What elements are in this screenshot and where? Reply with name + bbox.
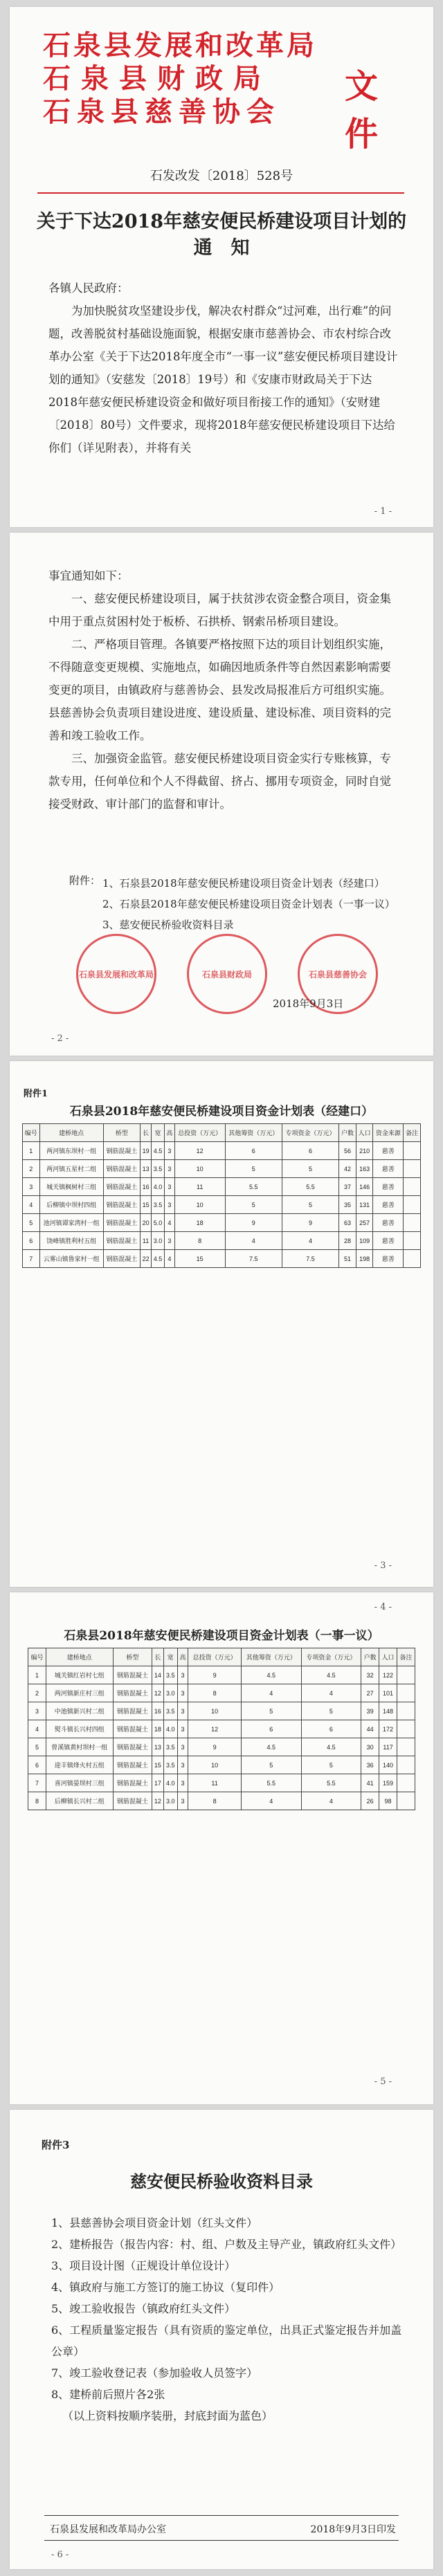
- t1-h: 建桥地点: [39, 1124, 103, 1142]
- t1-cell: 15: [174, 1250, 225, 1268]
- t2-row: [28, 1792, 415, 1810]
- t1-cell: 3.5: [152, 1160, 165, 1178]
- t2-cell: 8: [28, 1792, 46, 1810]
- t1-h: 总投资（万元）: [174, 1124, 225, 1142]
- t1-cell: 109: [356, 1232, 373, 1250]
- t1-cell: 5: [23, 1214, 40, 1232]
- t2-cell: 3.5: [163, 1702, 177, 1720]
- t1-cell: 1: [23, 1142, 40, 1160]
- t2-cell: 3: [177, 1720, 188, 1738]
- page-2: [10, 533, 433, 1056]
- t2-cell: 3: [177, 1666, 188, 1684]
- t2-cell: 5: [301, 1756, 361, 1774]
- t1-row: [23, 1232, 421, 1250]
- t2-cell: 两河镇新庄村三组: [46, 1684, 113, 1702]
- t2-cell: 3.5: [163, 1666, 177, 1684]
- t1-cell: 钢筋混凝土: [103, 1250, 140, 1268]
- t2-cell: 钢筋混凝土: [113, 1684, 152, 1702]
- t1-cell: 6: [23, 1232, 40, 1250]
- t2-cell: 36: [361, 1756, 379, 1774]
- t1-cell: 钢筋混凝土: [103, 1178, 140, 1196]
- title-line-1: 关于下达2018年慈安便民桥建设项目计划的: [36, 211, 407, 232]
- t1-cell: [404, 1178, 421, 1196]
- t2-cell: 172: [379, 1720, 397, 1738]
- t1-h: 长: [141, 1124, 152, 1142]
- t1-h: 编号: [23, 1124, 40, 1142]
- t1-cell: 6: [282, 1142, 338, 1160]
- t2-cell: 3.5: [163, 1738, 177, 1756]
- t2-cell: 3: [177, 1684, 188, 1702]
- t1-cell: 5: [282, 1196, 338, 1214]
- t2-cell: 32: [361, 1666, 379, 1684]
- t1-cell: 146: [356, 1178, 373, 1196]
- table-2-title: 石泉县2018年慈安便民桥建设项目资金计划表（一事一议）: [64, 1629, 379, 1643]
- red-divider: [37, 192, 404, 194]
- t1-cell: 8: [174, 1232, 225, 1250]
- t1-cell: 4: [23, 1196, 40, 1214]
- t1-cell: 16: [141, 1178, 152, 1196]
- t2-cell: 98: [379, 1792, 397, 1810]
- t1-cell: 5.5: [225, 1178, 282, 1196]
- t1-cell: 22: [141, 1250, 152, 1268]
- t2-cell: 159: [379, 1774, 397, 1792]
- t2-cell: [397, 1684, 415, 1702]
- t1-h: 户数: [339, 1124, 356, 1142]
- t2-h: 长: [152, 1648, 163, 1666]
- t1-cell: 3: [164, 1160, 174, 1178]
- t1-cell: 4: [282, 1232, 338, 1250]
- table-2-header: [28, 1648, 415, 1666]
- page-1: [10, 7, 433, 527]
- t1-cell: 4.5: [152, 1250, 165, 1268]
- t2-cell: 钢筋混凝土: [113, 1702, 152, 1720]
- t1-h: 宽: [152, 1124, 165, 1142]
- t2-cell: 3: [177, 1702, 188, 1720]
- paragraph-1: 为加快脱贫攻坚建设步伐，解决农村群众“过河难，出行难”的问题，改善脱贫村基础设施面貌，根据安康市慈善协会、市农村综合改革办公室《关于下达2018年度全市“一事一议”慈安便民桥项目建设计划的通知》（安慈发〔2018〕19号）和《安康市财政局关于下达2018年慈安便民桥建设资金和做好项目衔接工作的通知》（安财建〔2018〕80号）文件要求，现将2018年慈安便民桥建设项目下达给你们（详见附表），并将有关: [48, 304, 398, 454]
- t2-cell: 148: [379, 1702, 397, 1720]
- footer-rule-bottom: [44, 2540, 399, 2541]
- paragraph-2-lead: 事宜通知如下：: [48, 569, 129, 582]
- t2-cell: 4: [241, 1792, 301, 1810]
- letterhead-org-1: 石泉县发展和改革局: [43, 29, 317, 62]
- t1-cell: 10: [174, 1160, 225, 1178]
- attachment-2: 2、石泉县2018年慈安便民桥建设项目资金计划表（一事一议）: [102, 898, 395, 910]
- t2-row: [28, 1720, 415, 1738]
- t2-cell: 5.5: [301, 1774, 361, 1792]
- checklist-title: 慈安便民桥验收资料目录: [130, 2171, 313, 2191]
- t1-cell: 两河镇东坝村一组: [39, 1142, 103, 1160]
- t2-cell: 27: [361, 1684, 379, 1702]
- t2-cell: 12: [152, 1684, 163, 1702]
- t1-cell: 42: [339, 1160, 356, 1178]
- t2-cell: [397, 1702, 415, 1720]
- checklist-item: 5、竣工验收报告（镇政府红头文件）: [51, 2302, 236, 2315]
- t2-cell: 曾溪镇黄村坝村一组: [46, 1738, 113, 1756]
- checklist-item: 6、工程质量鉴定报告（具有资质的鉴定单位，出具正式鉴定报告并加盖公章）: [51, 2324, 402, 2358]
- t2-cell: 1: [28, 1666, 46, 1684]
- t2-cell: 101: [379, 1684, 397, 1702]
- t2-cell: 钢筋混凝土: [113, 1666, 152, 1684]
- t2-cell: 4: [28, 1720, 46, 1738]
- attachment-1: 1、石泉县2018年慈安便民桥建设项目资金计划表（经建口）: [102, 877, 385, 890]
- t1-cell: 3: [164, 1142, 174, 1160]
- t2-h: 编号: [28, 1648, 46, 1666]
- t2-cell: 5: [241, 1702, 301, 1720]
- t2-row: [28, 1738, 415, 1756]
- body-text-2: [48, 564, 399, 816]
- t1-cell: 城关镇枫树村三组: [39, 1178, 103, 1196]
- t2-cell: 4: [301, 1684, 361, 1702]
- document-title: [10, 209, 433, 261]
- page-5: [10, 2110, 433, 2569]
- t1-cell: 18: [174, 1214, 225, 1232]
- t2-cell: 4.0: [163, 1774, 177, 1792]
- t1-cell: 3: [164, 1232, 174, 1250]
- t2-cell: 3.0: [163, 1792, 177, 1810]
- t1-cell: 131: [356, 1196, 373, 1214]
- attachments-list: [102, 873, 400, 935]
- t1-row: [23, 1214, 421, 1232]
- t2-cell: 钢筋混凝土: [113, 1792, 152, 1810]
- t2-cell: 8: [188, 1792, 242, 1810]
- t2-cell: 6: [301, 1720, 361, 1738]
- body-text-1: [48, 277, 399, 459]
- t2-cell: 15: [152, 1756, 163, 1774]
- t2-cell: 3: [177, 1756, 188, 1774]
- t2-cell: 6: [241, 1720, 301, 1738]
- t2-cell: 30: [361, 1738, 379, 1756]
- document-number: 石发改发〔2018〕528号: [150, 169, 293, 183]
- t1-h: 桥型: [103, 1124, 140, 1142]
- t2-cell: 9: [188, 1666, 242, 1684]
- t1-cell: [404, 1160, 421, 1178]
- t2-cell: 12: [152, 1792, 163, 1810]
- letterhead: [43, 29, 403, 154]
- t1-cell: 37: [339, 1178, 356, 1196]
- t1-cell: 4: [225, 1232, 282, 1250]
- t1-h: 人口: [356, 1124, 373, 1142]
- sign-date: 2018年9月3日: [273, 997, 344, 1010]
- t2-h: 专项资金（万元）: [301, 1648, 361, 1666]
- t1-cell: 257: [356, 1214, 373, 1232]
- t1-row: [23, 1160, 421, 1178]
- t2-cell: 钢筋混凝土: [113, 1756, 152, 1774]
- t1-cell: 28: [339, 1232, 356, 1250]
- t2-cell: 10: [188, 1756, 242, 1774]
- t1-cell: 5: [225, 1196, 282, 1214]
- t1-cell: 后柳镇中坝村四组: [39, 1196, 103, 1214]
- t1-cell: 163: [356, 1160, 373, 1178]
- t1-cell: 4.0: [152, 1178, 165, 1196]
- t2-row: [28, 1702, 415, 1720]
- t2-cell: 3: [177, 1738, 188, 1756]
- t1-h: 高: [164, 1124, 174, 1142]
- t1-cell: 63: [339, 1214, 356, 1232]
- t2-cell: 5: [301, 1702, 361, 1720]
- t1-cell: [404, 1196, 421, 1214]
- t1-cell: 3.0: [152, 1232, 165, 1250]
- t1-cell: 钢筋混凝土: [103, 1196, 140, 1214]
- t2-cell: 17: [152, 1774, 163, 1792]
- t1-cell: 11: [141, 1232, 152, 1250]
- t1-cell: 12: [174, 1142, 225, 1160]
- t1-cell: 3: [164, 1196, 174, 1214]
- t1-cell: 7: [23, 1250, 40, 1268]
- t1-cell: 4: [164, 1250, 174, 1268]
- item-1: 一、慈安便民桥建设项目，属于扶贫涉农资金整合项目，资金集中用于重点贫困村处于板桥、石拱桥、钢索吊桥项目建设。: [48, 592, 391, 628]
- t2-cell: 6: [28, 1756, 46, 1774]
- t2-cell: [397, 1792, 415, 1810]
- t1-cell: 5.5: [282, 1178, 338, 1196]
- t2-h: 其他筹资（万元）: [241, 1648, 301, 1666]
- t1-cell: 慈善: [373, 1142, 404, 1160]
- t1-cell: 钢筋混凝土: [103, 1214, 140, 1232]
- checklist-item: （以上资料按顺序装册，封底封面为蓝色）: [62, 2409, 273, 2422]
- t1-cell: 7.5: [225, 1250, 282, 1268]
- title-line-2: 通 知: [193, 237, 250, 259]
- t2-cell: 11: [188, 1774, 242, 1792]
- stamp-1: 石泉县发展和改革局: [76, 934, 156, 1014]
- t2-cell: 14: [152, 1666, 163, 1684]
- t2-cell: [397, 1774, 415, 1792]
- t1-cell: 慈善: [373, 1178, 404, 1196]
- t1-cell: 云雾山镇鲁家村一组: [39, 1250, 103, 1268]
- t1-cell: 210: [356, 1142, 373, 1160]
- t2-cell: 后柳镇长兴村二组: [46, 1792, 113, 1810]
- table-1-title: 石泉县2018年慈安便民桥建设项目资金计划表（经建口）: [69, 1105, 374, 1119]
- t1-cell: 4: [164, 1214, 174, 1232]
- t2-cell: 26: [361, 1792, 379, 1810]
- page-number-5: - 5 -: [374, 2077, 392, 2087]
- t2-h: 建桥地点: [46, 1648, 113, 1666]
- t2-cell: 18: [152, 1720, 163, 1738]
- page-number-1: - 1 -: [374, 506, 392, 517]
- t1-h: 资金来源: [373, 1124, 404, 1142]
- t2-cell: 4: [301, 1792, 361, 1810]
- checklist-item: 8、建桥前后照片各2张: [51, 2388, 165, 2401]
- t2-cell: 钢筋混凝土: [113, 1720, 152, 1738]
- footer-org: 石泉县发展和改革局办公室: [50, 2524, 166, 2535]
- t2-cell: 4.5: [241, 1738, 301, 1756]
- t1-cell: 慈善: [373, 1196, 404, 1214]
- page-3: [10, 1061, 433, 1587]
- t1-row: [23, 1250, 421, 1268]
- t1-cell: 3.5: [152, 1196, 165, 1214]
- t1-cell: 11: [174, 1178, 225, 1196]
- t2-h: 桥型: [113, 1648, 152, 1666]
- t1-cell: 2: [23, 1160, 40, 1178]
- t1-cell: 4.5: [152, 1142, 165, 1160]
- attachments-head: 附件：: [69, 874, 101, 887]
- t2-cell: 9: [188, 1738, 242, 1756]
- t1-cell: 饶峰镇胜利村五组: [39, 1232, 103, 1250]
- t2-cell: 44: [361, 1720, 379, 1738]
- checklist-item: 4、镇政府与施工方签订的施工协议（复印件）: [51, 2281, 280, 2294]
- t2-cell: 钢筋混凝土: [113, 1738, 152, 1756]
- t1-cell: 9: [225, 1214, 282, 1232]
- t2-row: [28, 1756, 415, 1774]
- t1-cell: 198: [356, 1250, 373, 1268]
- t1-h: 备注: [404, 1124, 421, 1142]
- attachment-3-label: 附件3: [42, 2139, 70, 2151]
- page-number-6: - 6 -: [51, 2550, 69, 2560]
- t2-cell: [397, 1666, 415, 1684]
- t1-cell: 3: [23, 1178, 40, 1196]
- stamp-2: 石泉县财政局: [187, 934, 267, 1014]
- t2-cell: 13: [152, 1738, 163, 1756]
- t2-cell: 117: [379, 1738, 397, 1756]
- t2-h: 备注: [397, 1648, 415, 1666]
- stamp-3: 石泉县慈善协会: [298, 934, 378, 1014]
- t1-cell: 5: [225, 1160, 282, 1178]
- t2-h: 人口: [379, 1648, 397, 1666]
- t2-cell: 4: [241, 1684, 301, 1702]
- t2-cell: 122: [379, 1666, 397, 1684]
- table-1: [22, 1123, 421, 1268]
- page-number-2: - 2 -: [51, 1033, 69, 1044]
- page-number-3: - 3 -: [374, 1561, 392, 1571]
- t1-cell: 13: [141, 1160, 152, 1178]
- salutation: 各镇人民政府：: [48, 282, 129, 295]
- page-4: [10, 1592, 433, 2104]
- t2-row: [28, 1774, 415, 1792]
- t2-cell: 3: [177, 1774, 188, 1792]
- t1-cell: 51: [339, 1250, 356, 1268]
- t1-cell: 慈善: [373, 1160, 404, 1178]
- attachment-1-label: 附件1: [24, 1089, 48, 1099]
- t2-cell: 12: [188, 1720, 242, 1738]
- t2-row: [28, 1666, 415, 1684]
- t1-cell: 慈善: [373, 1232, 404, 1250]
- t2-h: 户数: [361, 1648, 379, 1666]
- t2-cell: [397, 1720, 415, 1738]
- t1-row: [23, 1142, 421, 1160]
- t2-cell: 3.5: [163, 1756, 177, 1774]
- t1-cell: 钢筋混凝土: [103, 1142, 140, 1160]
- t2-cell: 39: [361, 1702, 379, 1720]
- t1-cell: 池河镇谭家湾村一组: [39, 1214, 103, 1232]
- table-1-header: [23, 1124, 421, 1142]
- t1-cell: 3: [164, 1178, 174, 1196]
- t1-cell: 15: [141, 1196, 152, 1214]
- t2-cell: 5.5: [241, 1774, 301, 1792]
- checklist-list: [51, 2212, 404, 2427]
- t2-cell: 10: [188, 1702, 242, 1720]
- t2-cell: 熨斗镇长兴村四组: [46, 1720, 113, 1738]
- t2-cell: [397, 1756, 415, 1774]
- t1-cell: 35: [339, 1196, 356, 1214]
- checklist-item: 1、县慈善协会项目资金计划（红头文件）: [51, 2216, 258, 2229]
- t1-cell: 9: [282, 1214, 338, 1232]
- t2-cell: [397, 1738, 415, 1756]
- t1-cell: 20: [141, 1214, 152, 1232]
- t1-row: [23, 1178, 421, 1196]
- t2-cell: 7: [28, 1774, 46, 1792]
- t1-cell: 钢筋混凝土: [103, 1160, 140, 1178]
- t2-h: 宽: [163, 1648, 177, 1666]
- page-number-4: - 4 -: [374, 1602, 392, 1612]
- t1-h: 其他筹资（万元）: [225, 1124, 282, 1142]
- item-3: 三、加强资金监管。慈安便民桥建设项目资金实行专账核算，专款专用，任何单位和个人不得截留、挤占、挪用专项资金，同时自觉接受财政、审计部门的监督和审计。: [48, 752, 391, 811]
- t1-cell: [404, 1250, 421, 1268]
- t1-cell: 56: [339, 1142, 356, 1160]
- t2-cell: 3.0: [163, 1684, 177, 1702]
- t2-cell: 8: [188, 1684, 242, 1702]
- table-1-body: [23, 1142, 421, 1268]
- t2-cell: 城关镇红岩村七组: [46, 1666, 113, 1684]
- t2-cell: 5: [241, 1756, 301, 1774]
- t1-h: 专项资金（万元）: [282, 1124, 338, 1142]
- t2-cell: 4.5: [301, 1738, 361, 1756]
- t1-cell: 5: [282, 1160, 338, 1178]
- t1-cell: 10: [174, 1196, 225, 1214]
- t1-cell: 7.5: [282, 1250, 338, 1268]
- t2-cell: 4.5: [241, 1666, 301, 1684]
- t2-h: 高: [177, 1648, 188, 1666]
- checklist-item: 7、竣工验收登记表（参加验收人员签字）: [51, 2366, 258, 2380]
- t2-cell: 5: [28, 1738, 46, 1756]
- t1-cell: 钢筋混凝土: [103, 1232, 140, 1250]
- t2-row: [28, 1684, 415, 1702]
- t2-cell: 41: [361, 1774, 379, 1792]
- t2-cell: 4.5: [301, 1666, 361, 1684]
- attachment-3: 3、慈安便民桥验收资料目录: [102, 919, 234, 931]
- checklist-item: 2、建桥报告（报告内容：村、组、户数及主导产业，镇政府红头文件）: [51, 2238, 402, 2251]
- t1-cell: 慈善: [373, 1250, 404, 1268]
- t2-cell: 3: [177, 1792, 188, 1810]
- t2-cell: 2: [28, 1684, 46, 1702]
- footer: [50, 2522, 396, 2536]
- t1-cell: [404, 1142, 421, 1160]
- t2-cell: 140: [379, 1756, 397, 1774]
- checklist-item: 3、项目设计图（正规设计单位设计）: [51, 2259, 236, 2272]
- t1-cell: 19: [141, 1142, 152, 1160]
- t2-cell: 喜河镇晏坝村三组: [46, 1774, 113, 1792]
- t2-h: 总投资（万元）: [188, 1648, 242, 1666]
- t1-cell: 5.0: [152, 1214, 165, 1232]
- t2-cell: 3: [28, 1702, 46, 1720]
- t1-cell: 两河镇五星村二组: [39, 1160, 103, 1178]
- t2-cell: 16: [152, 1702, 163, 1720]
- table-2-body: [28, 1666, 415, 1810]
- letterhead-org-3: 石泉县慈善协会: [43, 95, 280, 128]
- footer-date: 2018年9月3日印发: [310, 2524, 396, 2535]
- t2-cell: 4.0: [163, 1720, 177, 1738]
- t1-cell: [404, 1232, 421, 1250]
- t1-cell: 6: [225, 1142, 282, 1160]
- t2-cell: 中池镇新兴村二组: [46, 1702, 113, 1720]
- t1-row: [23, 1196, 421, 1214]
- footer-rule-top: [44, 2515, 399, 2516]
- item-2: 二、严格项目管理。各镇要严格按照下达的项目计划组织实施，不得随意变更规模、实施地点，如确因地质条件等自然因素影响需要变更的项目，由镇政府与慈善协会、县发改局报准后方可组织实施。县慈善协会负责项目建设进度、建设质量、建设标准、项目资料的完善和竣工验收工作。: [48, 638, 391, 742]
- table-2: [28, 1648, 415, 1810]
- t1-cell: 慈善: [373, 1214, 404, 1232]
- letterhead-suffix: 文件: [345, 67, 379, 154]
- t2-cell: 钢筋混凝土: [113, 1774, 152, 1792]
- t1-cell: [404, 1214, 421, 1232]
- letterhead-org-2: 石泉县财政局: [43, 62, 271, 95]
- t2-cell: 迎丰镇烽火村五组: [46, 1756, 113, 1774]
